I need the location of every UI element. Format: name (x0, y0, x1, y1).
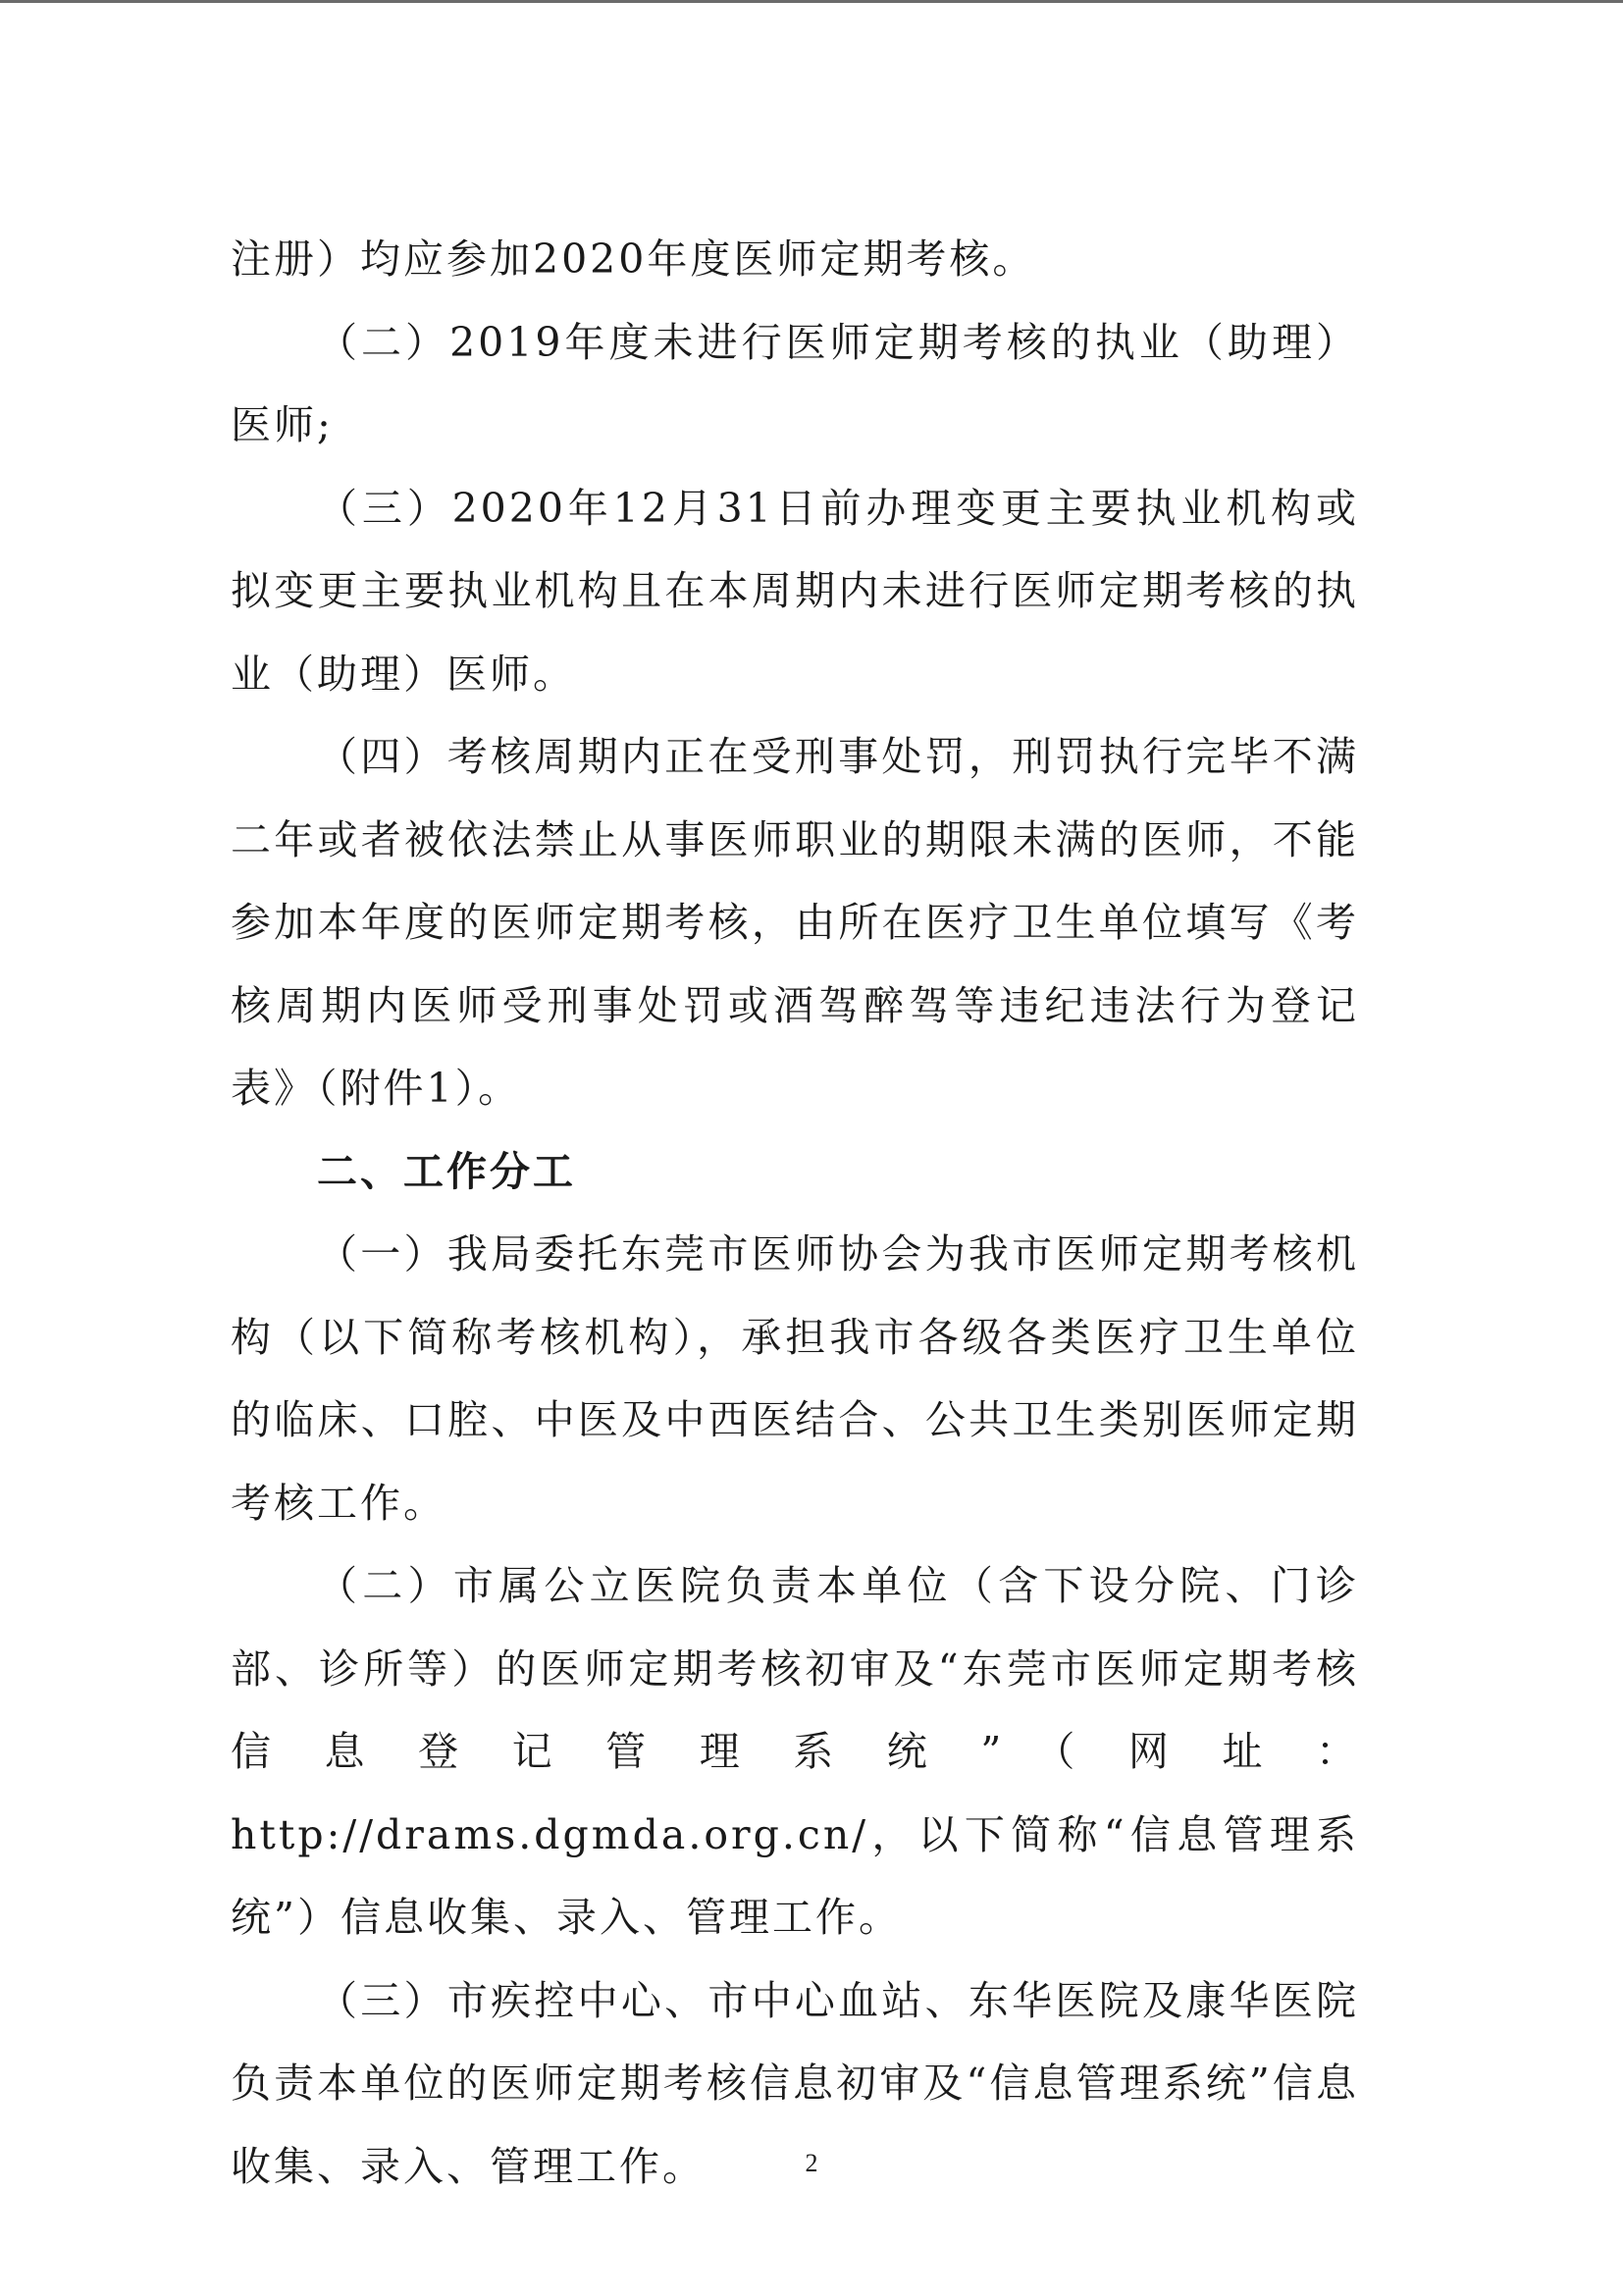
section-paragraph-1: （一）我局委托东莞市医师协会为我市医师定期考核机构（以下简称考核机构），承担我市各级各类医疗卫生单位的临床、口腔、中医及中西医结合、公共卫生类别医师定期考核工作。 (231, 1230, 1359, 1527)
section-paragraph-2: （二）市属公立医院负责本单位（含下设分院、门诊部、诊所等）的医师定期考核初审及“东莞市医师定期考核信息登记管理系统”（网址：http://drams.dgmda.org.cn/，以下简称“信息管理系统”）信息收集、录入、管理工作。 (231, 1562, 1359, 1941)
paragraph-item-4: （四）考核周期内正在受刑事处罚，刑罚执行完毕不满二年或者被依法禁止从事医师职业的期限未满的医师，不能参加本年度的医师定期考核，由所在医疗卫生单位填写《考核周期内医师受刑事处罚或酒驾醉驾等违纪违法行为登记表》（附件1）。 (231, 733, 1359, 1112)
paragraph-item-2: （二）2019年度未进行医师定期考核的执业（助理）医师; (231, 318, 1359, 448)
section-paragraph-3: （三）市疾控中心、市中心血站、东华医院及康华医院负责本单位的医师定期考核信息初审及“信息管理系统”信息收集、录入、管理工作。 (231, 1976, 1359, 2190)
scan-top-edge (0, 0, 1623, 3)
section-heading: 二、工作分工 (317, 1147, 576, 1195)
paragraph-continuation: 注册）均应参加2020年度医师定期考核。 (231, 235, 1036, 283)
document-body (231, 218, 1359, 2208)
paragraph-item-3: （三）2020年12月31日前办理变更主要执业机构或拟变更主要执业机构且在本周期内未进行医师定期考核的执业（助理）医师。 (231, 484, 1359, 698)
page-number: 2 (805, 2149, 818, 2177)
